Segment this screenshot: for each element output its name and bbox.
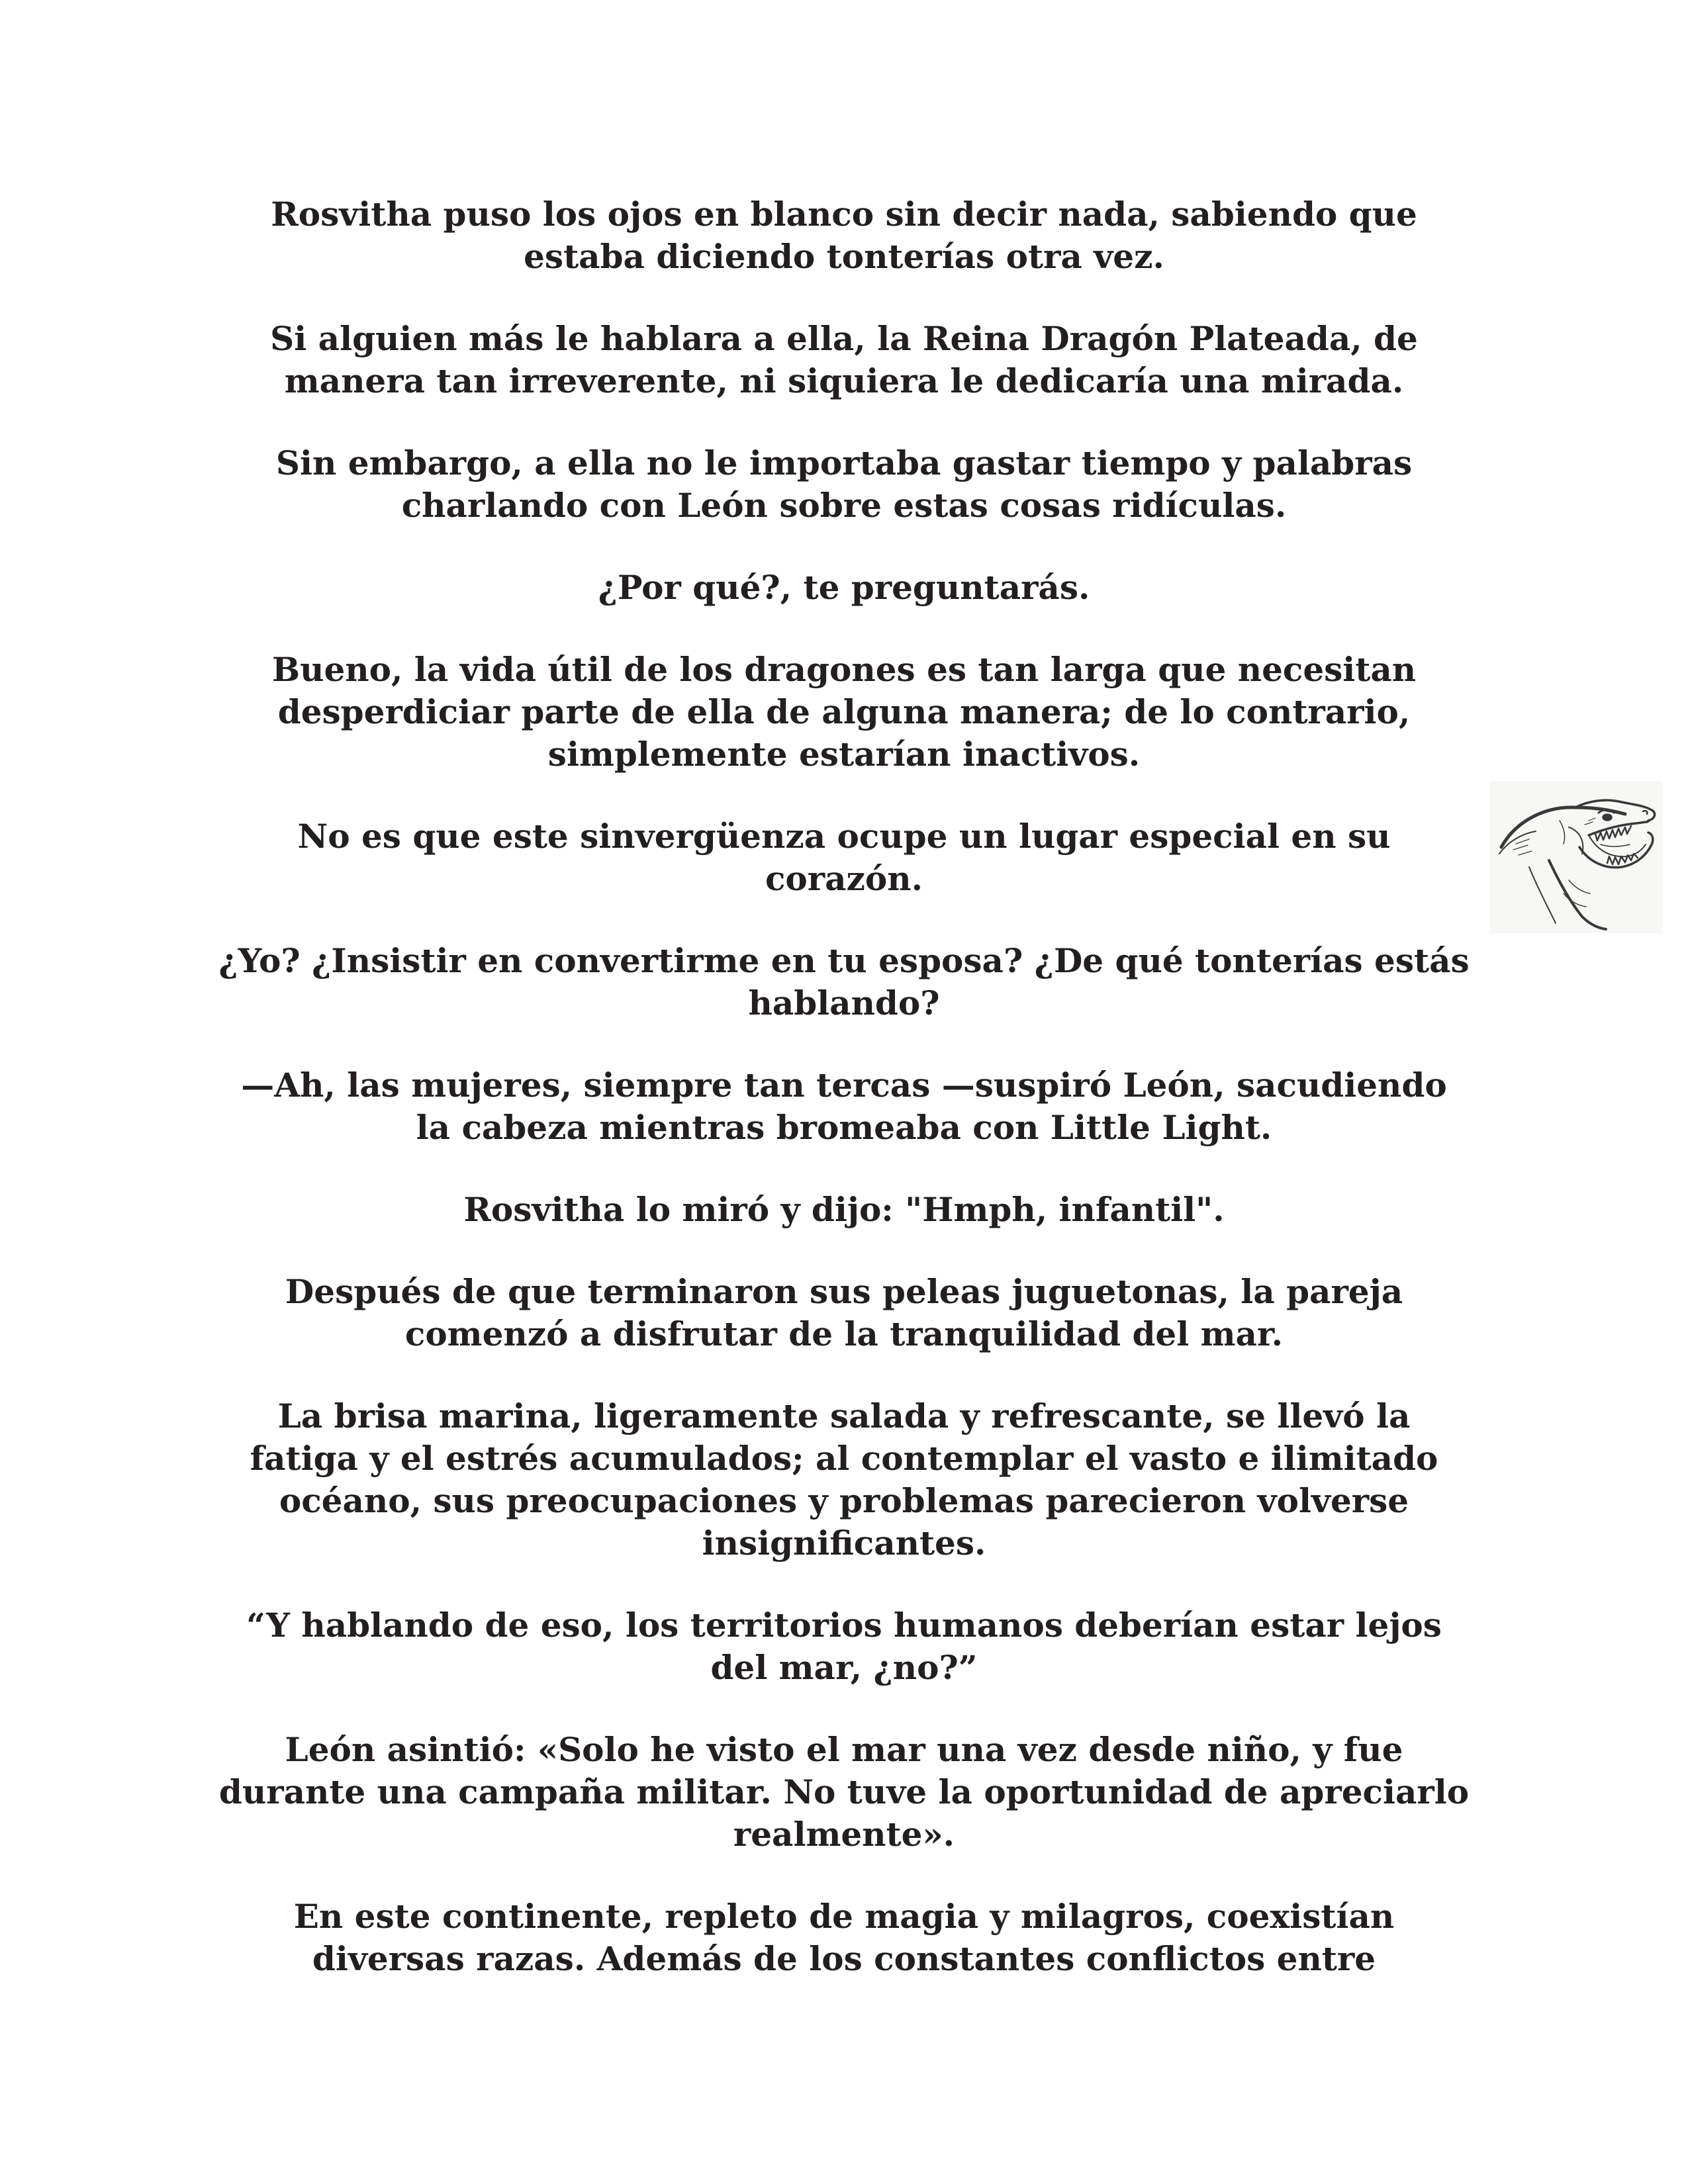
paragraph-6: No es que este sinvergüenza ocupe un lugar especial en su corazón.: [297, 817, 1391, 898]
paragraph-2: Si alguien más le hablara a ella, la Reina Dragón Plateada, de manera tan irreverente, ni siquiera le dedicaría una mirada.: [270, 319, 1418, 400]
paragraph-1: Rosvitha puso los ojos en blanco sin decir nada, sabiendo que estaba diciendo tonterías otra vez.: [271, 195, 1417, 276]
paragraph-8: —Ah, las mujeres, siempre tan tercas —suspiró León, sacudiendo la cabeza mientras bromeaba con Little Light.: [241, 1066, 1447, 1147]
paragraph-4: ¿Por qué?, te preguntarás.: [598, 568, 1090, 607]
paragraph-7: ¿Yo? ¿Insistir en convertirme en tu esposa? ¿De qué tonterías estás hablando?: [218, 941, 1470, 1023]
paragraph-11: La brisa marina, ligeramente salada y refrescante, se llevó la fatiga y el estrés acumulados; al contemplar el vasto e ilimitado océano, sus preocupaciones y problemas parecieron volverse insignificantes.: [250, 1396, 1438, 1563]
paragraph-12: “Y hablando de eso, los territorios humanos deberían estar lejos del mar, ¿no?”: [246, 1606, 1442, 1687]
paragraph-14: En este continente, repleto de magia y milagros, coexistían diversas razas. Además de los constantes conflictos entre: [293, 1897, 1395, 1978]
paragraph-13: León asintió: «Solo he visto el mar una vez desde niño, y fue durante una campaña militar. No tuve la oportunidad de apreciarlo realmente».: [218, 1730, 1470, 1854]
paragraph-5: Bueno, la vida útil de los dragones es tan larga que necesitan desperdiciar parte de ella de alguna manera; de lo contrario, simplemente estarían inactivos.: [271, 650, 1417, 774]
dinosaur-head-sketch-icon: [1489, 781, 1663, 933]
paragraph-3: Sin embargo, a ella no le importaba gastar tiempo y palabras charlando con León sobre estas cosas ridículas.: [275, 443, 1413, 525]
paragraph-9: Rosvitha lo miró y dijo: "Hmph, infantil".: [463, 1190, 1225, 1229]
paragraph-10: Después de que terminaron sus peleas juguetonas, la pareja comenzó a disfrutar de la tranquilidad del mar.: [285, 1272, 1403, 1353]
body-text: [218, 193, 1470, 2020]
